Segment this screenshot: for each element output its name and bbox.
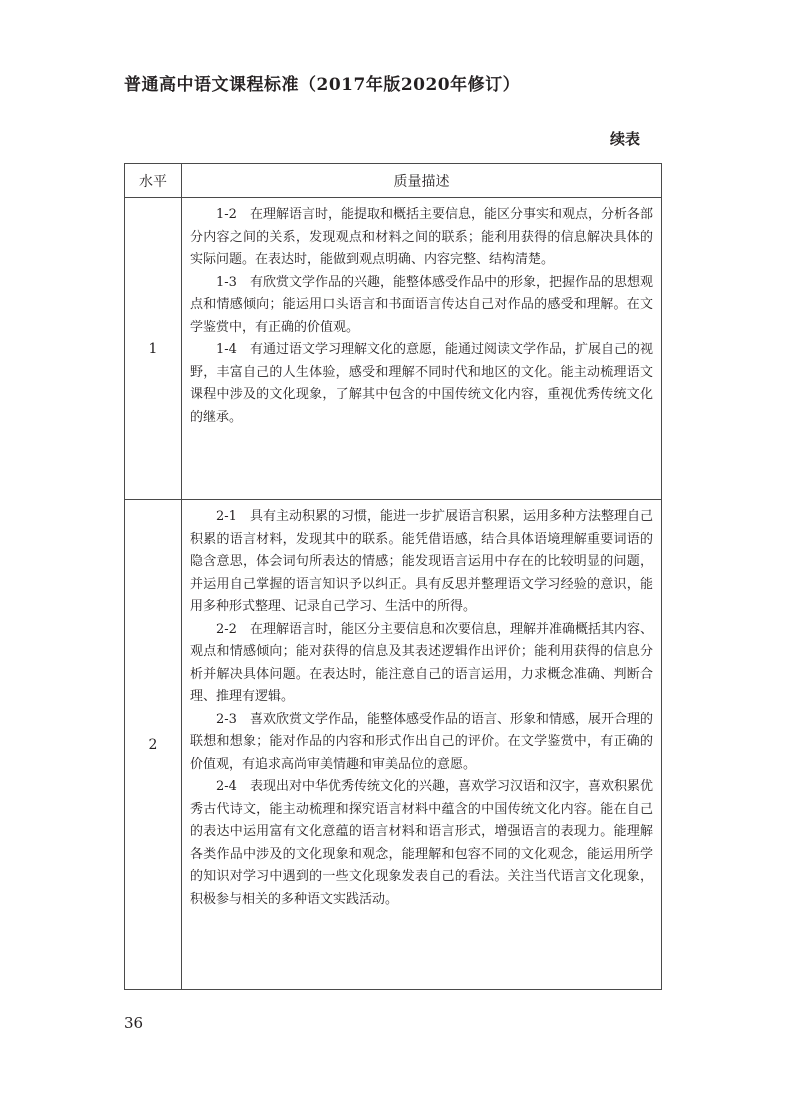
level-cell: 1: [125, 198, 182, 500]
description-paragraph: 2-3 喜欢欣赏文学作品，能整体感受作品的语言、形象和情感，展开合理的联想和想象；能对作品的内容和形式作出自己的评价。在文学鉴赏中，有正确的价值观，有追求高尚审美情趣和审美品位的意愿。: [190, 711, 653, 772]
description-cell: [182, 198, 662, 500]
table-row: [125, 198, 662, 500]
description-paragraph: 1-3 有欣赏文学作品的兴趣，能整体感受作品中的形象，把握作品的思想观点和情感倾向；能运用口头语言和书面语言传达自己对作品的感受和理解。在文学鉴赏中，有正确的价值观。: [190, 274, 653, 335]
level-cell: 2: [125, 500, 182, 990]
page-number: 36: [124, 1014, 144, 1032]
continued-label: 续表: [609, 130, 640, 148]
description-cell: [182, 500, 662, 990]
description-paragraph: 2-2 在理解语言时，能区分主要信息和次要信息，理解并准确概括其内容、观点和情感倾向；能对获得的信息及其表述逻辑作出评价；能利用获得的信息分析并解决具体问题。在表达时，能注意自己的语言运用，力求概念准确、判断合理、推理有逻辑。: [190, 621, 653, 704]
header-level: 水平: [125, 164, 182, 198]
description-paragraph: 1-2 在理解语言时，能提取和概括主要信息，能区分事实和观点，分析各部分内容之间的关系，发现观点和材料之间的联系；能利用获得的信息解决具体的实际问题。在表达时，能做到观点明确、内容完整、结构清楚。: [190, 207, 653, 267]
description-paragraph: 2-1 具有主动积累的习惯，能进一步扩展语言积累，运用多种方法整理自己积累的语言材料，发现其中的联系。能凭借语感，结合具体语境理解重要词语的隐含意思，体会词句所表达的情感；能发现语言运用中存在的比较明显的问题，并运用自己掌握的语言知识予以纠正。具有反思并整理语文学习经验的意识，能用多种形式整理、记录自己学习、生活中的所得。: [190, 509, 653, 614]
header-description: 质量描述: [182, 164, 662, 198]
description-paragraph: 2-4 表现出对中华优秀传统文化的兴趣，喜欢学习汉语和汉字，喜欢积累优秀古代诗文，能主动梳理和探究语言材料中蕴含的中国传统文化内容。能在自己的表达中运用富有文化意蕴的语言材料和语言形式，增强语言的表现力。能理解各类作品中涉及的文化现象和观念，能理解和包容不同的文化观念，能运用所学的知识对学习中遇到的一些文化现象发表自己的看法。关注当代语言文化现象，积极参与相关的多种语文实践活动。: [190, 779, 653, 907]
quality-standards-table: [124, 163, 662, 990]
description-paragraph: 1-4 有通过语文学习理解文化的意愿，能通过阅读文学作品，扩展自己的视野，丰富自己的人生体验，感受和理解不同时代和地区的文化。能主动梳理语文课程中涉及的文化现象，了解其中包含的中国传统文化内容，重视优秀传统文化的继承。: [190, 342, 653, 425]
table-header-row: [125, 164, 662, 198]
page-header-title: 普通高中语文课程标准（2017年版2020年修订）: [124, 75, 521, 95]
table-row: [125, 500, 662, 990]
